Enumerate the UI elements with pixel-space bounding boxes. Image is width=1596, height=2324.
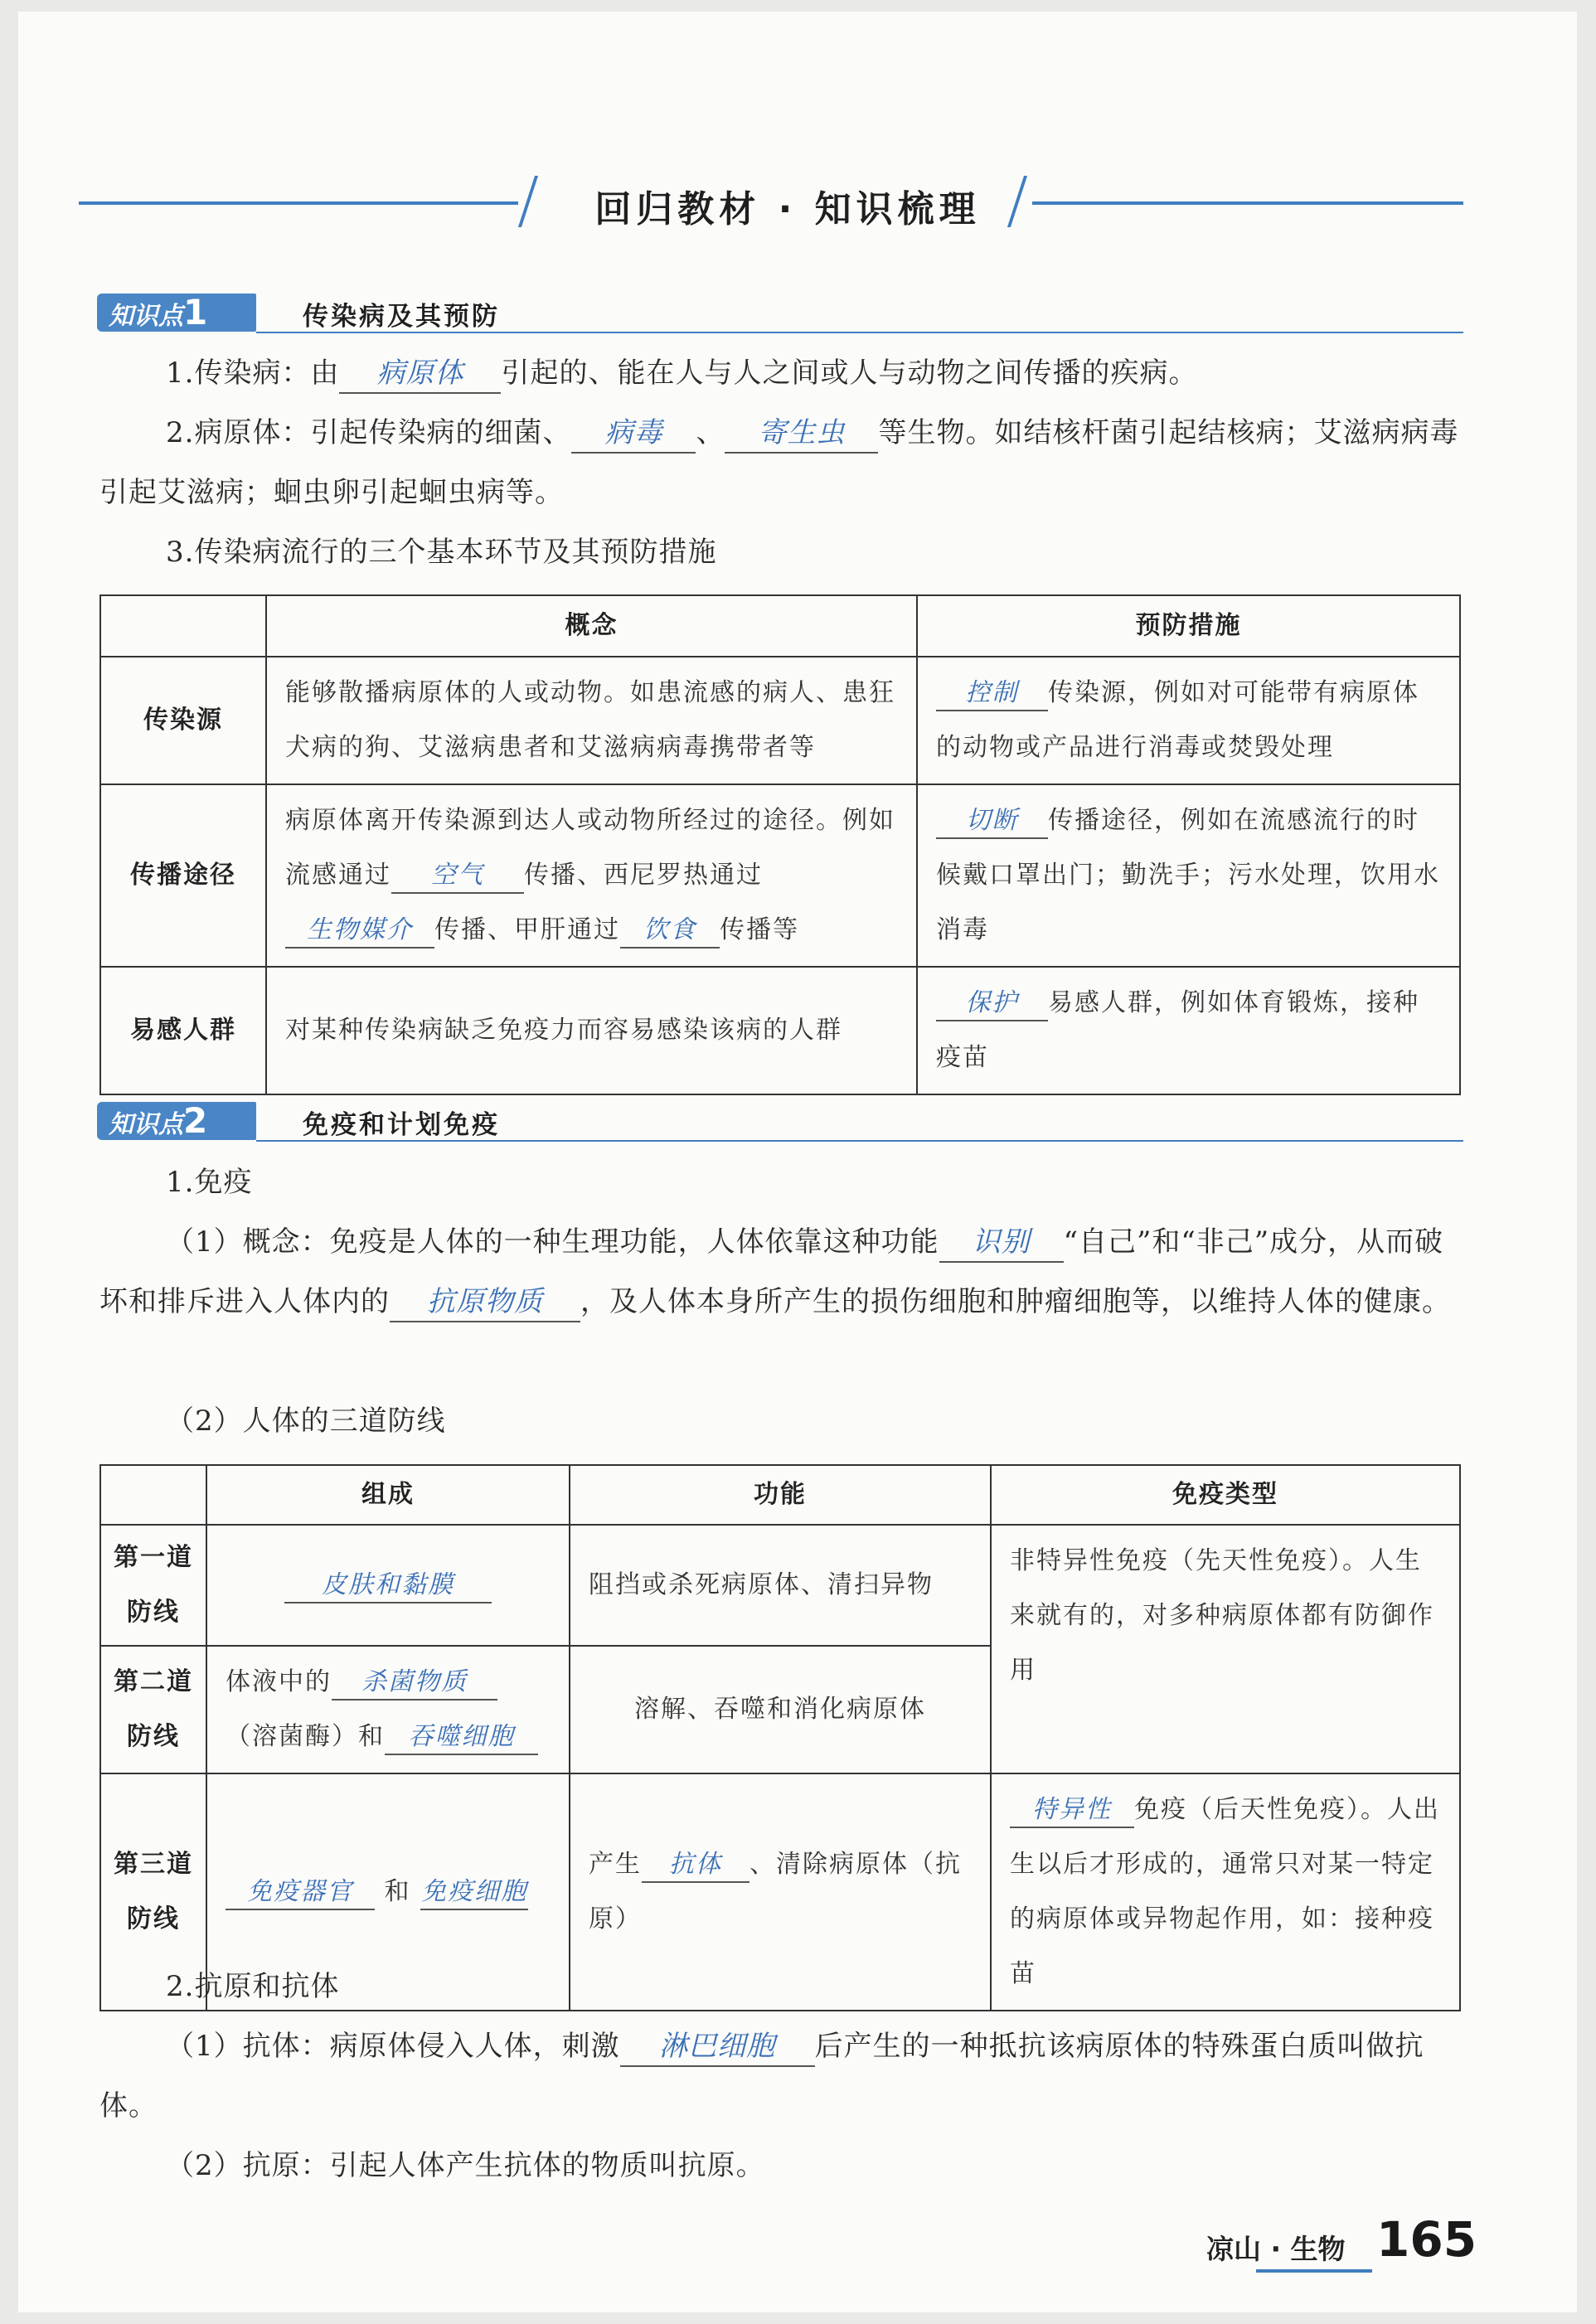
fill-blank: 切断	[936, 804, 1048, 839]
fill-blank: 识别	[939, 1223, 1064, 1263]
header-slash-left	[518, 176, 538, 227]
fill-blank: 杀菌物质	[332, 1666, 497, 1701]
row-header-third-line: 第三道防线	[100, 1773, 206, 2011]
fill-blank: 抗体	[642, 1848, 749, 1883]
table-corner	[100, 1465, 206, 1525]
fill-blank: 保护	[936, 987, 1048, 1021]
fill-blank: 皮肤和黏膜	[284, 1569, 492, 1604]
fill-blank: 免疫器官	[226, 1875, 375, 1910]
cell-measure: 保护 易感人群，例如体育锻炼，接种疫苗	[917, 967, 1460, 1094]
fill-blank: 寄生虫	[725, 414, 878, 454]
paragraph-immunity-concept: （1）概念：免疫是人体的一种生理功能，人体依靠这种功能 识别 “自己”和“非己”成分，从而破坏和排斥进入人体内的 抗原物质 ，及人体本身所产生的损伤细胞和肿瘤细胞等，以维持人体的健康。	[99, 1212, 1459, 1332]
paragraph-antigen-antibody: 2.抗原和抗体	[166, 1970, 340, 2003]
column-header-composition: 组成	[206, 1465, 570, 1525]
cell-function: 阻挡或杀死病原体、清扫异物	[570, 1525, 991, 1646]
cell-immunity-type-nonspecific: 非特异性免疫（先天性免疫）。人生来就有的，对多种病原体都有防御作用	[991, 1525, 1460, 1773]
paragraph-infectious-disease: 1.传染病：由 病原体 引起的、能在人与人之间或人与动物之间传播的疾病。	[99, 343, 1526, 403]
column-header-immunity-type: 免疫类型	[991, 1465, 1460, 1525]
book-label: 凉山 · 生物	[1206, 2233, 1346, 2265]
paragraph-antigen: （2）抗原：引起人体产生抗体的物质叫抗原。	[166, 2149, 765, 2182]
table-corner	[100, 595, 266, 657]
column-header-concept: 概念	[266, 595, 917, 657]
knowledge-point-title: 传染病及其预防	[303, 302, 500, 332]
fill-blank: 淋巴细胞	[620, 2027, 815, 2067]
fill-blank: 抗原物质	[390, 1283, 580, 1322]
footer-underline	[1256, 2269, 1372, 2273]
cell-measure: 控制 传染源，例如对可能带有病原体的动物或产品进行消毒或焚毁处理	[917, 657, 1460, 784]
cell-immunity-type-specific: 特异性 免疫（后天性免疫）。人出生以后才形成的，通常只对某一特定的病原体或异物起作用，如：接种疫苗	[991, 1773, 1460, 2011]
fill-blank: 饮食	[620, 914, 720, 949]
header-rule-right	[1032, 201, 1463, 205]
section-header	[79, 174, 1463, 232]
fill-blank: 免疫细胞	[420, 1875, 528, 1910]
cell-concept: 病原体离开传染源到达人或动物所经过的途径。例如流感通过 空气 传播、西尼罗热通过生物媒介 传播、甲肝通过 饮食 传播等	[266, 784, 917, 967]
cell-function: 溶解、吞噬和消化病原体	[570, 1646, 991, 1773]
table-row	[100, 784, 1460, 967]
paragraph-pathogen: 2.病原体：引起传染病的细菌、 病毒 、 寄生虫 等生物。如结核杆菌引起结核病；艾滋病病毒引起艾滋病；蛔虫卵引起蛔虫病等。	[99, 403, 1459, 522]
page-number: 165	[1376, 2211, 1477, 2268]
section-title: 回归教材 · 知识梳理	[594, 188, 981, 230]
cell-composition: 免疫器官 和 免疫细胞	[206, 1773, 570, 2011]
fill-blank: 吞噬细胞	[385, 1720, 538, 1755]
table-row	[100, 967, 1460, 1094]
fill-blank: 控制	[936, 677, 1048, 711]
knowledge-point-title: 免疫和计划免疫	[303, 1110, 500, 1140]
fill-blank: 特异性	[1010, 1793, 1134, 1828]
row-header-route: 传播途径	[100, 784, 266, 967]
cell-composition	[206, 1525, 570, 1646]
cell-function: 产生 抗体 、清除病原体（抗原）	[570, 1773, 991, 2011]
fill-blank: 病原体	[339, 354, 501, 394]
column-header-function: 功能	[570, 1465, 991, 1525]
row-header-second-line: 第二道防线	[100, 1646, 206, 1773]
row-header-first-line: 第一道防线	[100, 1525, 206, 1646]
header-rule-left	[79, 201, 518, 205]
fill-blank: 生物媒介	[285, 914, 434, 949]
infectious-disease-table	[99, 594, 1461, 1095]
row-header-source: 传染源	[100, 657, 266, 784]
knowledge-point-1-heading	[79, 290, 1463, 337]
paragraph-antibody: （1）抗体：病原体侵入人体，刺激 淋巴细胞 后产生的一种抵抗该病原体的特殊蛋白质叫做抗体。	[99, 2016, 1459, 2136]
paragraph-three-lines: （2）人体的三道防线	[166, 1405, 446, 1438]
cell-concept: 对某种传染病缺乏免疫力而容易感染该病的人群	[266, 967, 917, 1094]
table-row	[100, 1525, 1460, 1646]
defense-lines-table	[99, 1464, 1461, 2011]
paragraph-three-links: 3.传染病流行的三个基本环节及其预防措施	[166, 536, 717, 569]
table-row	[100, 657, 1460, 784]
row-header-susceptible: 易感人群	[100, 967, 266, 1094]
fill-blank: 病毒	[571, 414, 696, 454]
cell-measure: 切断 传播途径，例如在流感流行的时候戴口罩出门；勤洗手；污水处理，饮用水消毒	[917, 784, 1460, 967]
fill-blank: 空气	[391, 859, 524, 894]
paragraph-immunity: 1.免疫	[166, 1166, 253, 1199]
cell-composition: 体液中的 杀菌物质 （溶菌酶）和 吞噬细胞	[206, 1646, 570, 1773]
knowledge-point-badge: 知识点2	[97, 1102, 256, 1140]
cell-concept: 能够散播病原体的人或动物。如患流感的病人、患狂犬病的狗、艾滋病患者和艾滋病病毒携带者等	[266, 657, 917, 784]
column-header-measures: 预防措施	[917, 595, 1460, 657]
knowledge-point-badge: 知识点1	[97, 294, 256, 332]
page-footer	[1206, 2210, 1477, 2276]
knowledge-point-2-heading	[79, 1099, 1463, 1145]
